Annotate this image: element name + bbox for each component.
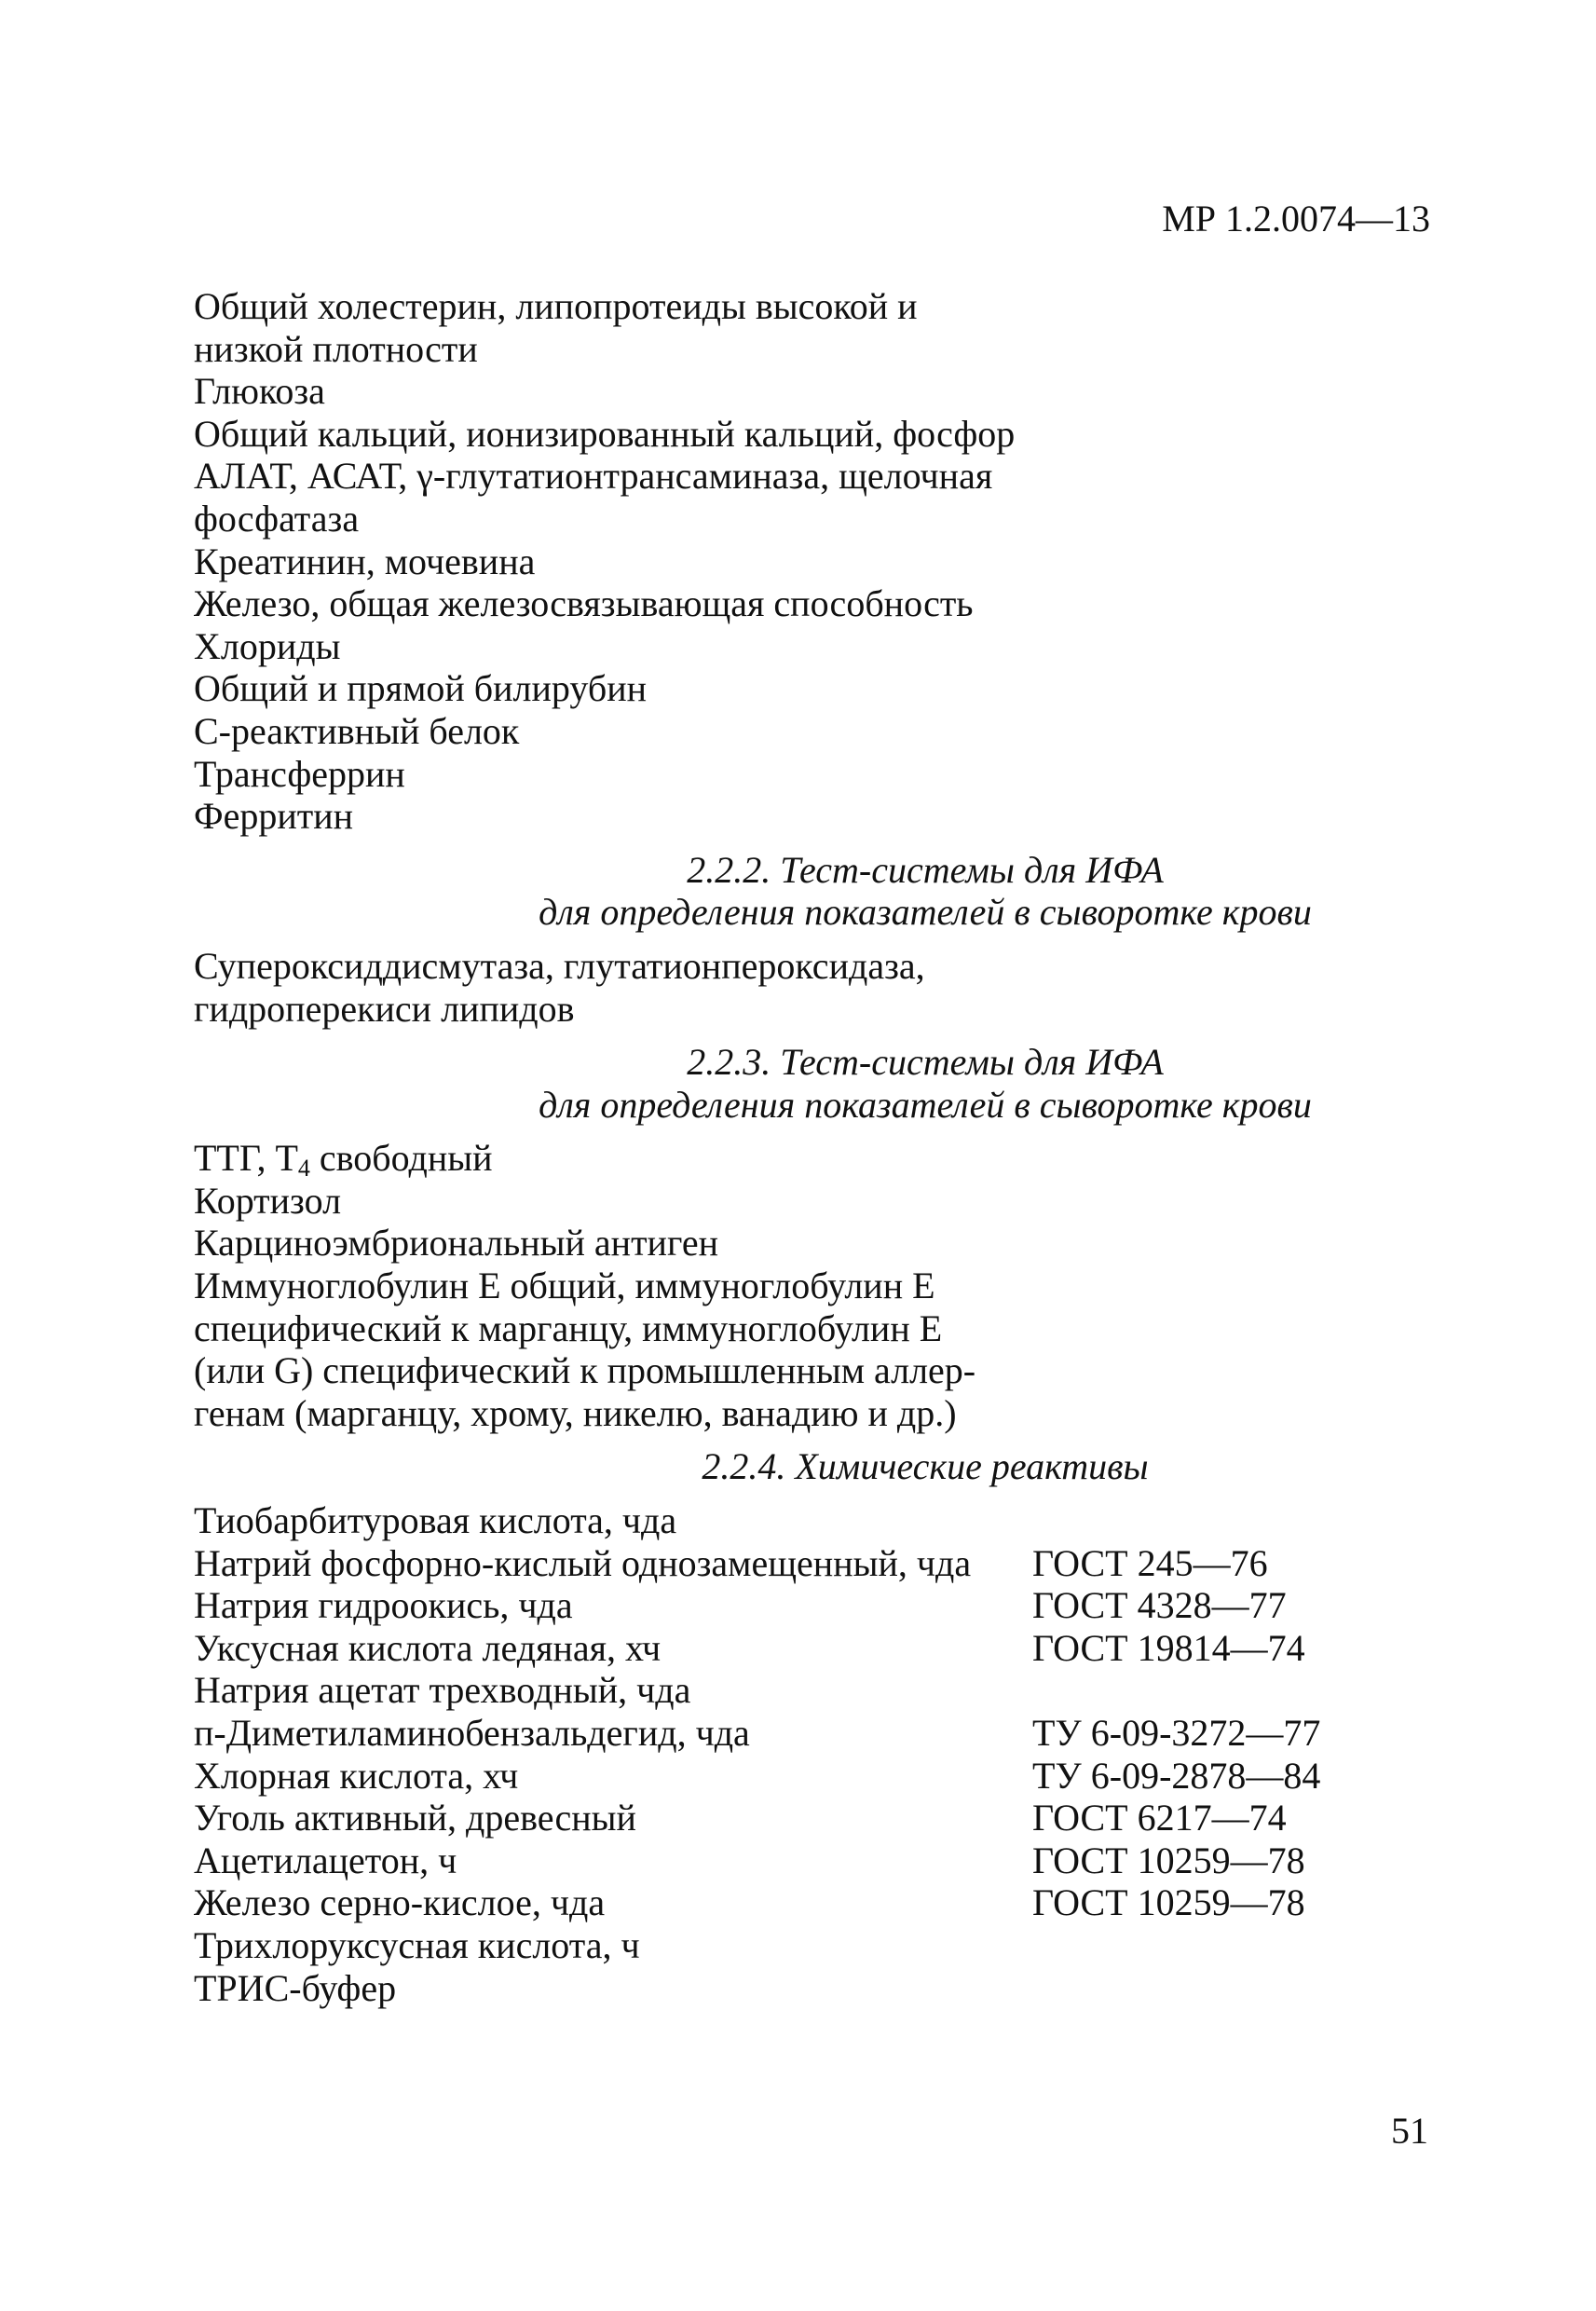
section-heading-2-2-4: 2.2.4. Химические реактивы: [702, 1445, 1149, 1488]
table-row: [194, 1712, 1442, 1755]
page-number: 51: [1391, 2110, 1428, 2152]
reagent-name: Трихлоруксусная кислота, ч: [194, 1923, 640, 1966]
section-2-2-2-list: [194, 945, 1442, 1030]
table-row: [194, 1924, 1442, 1967]
list-item: (или G) специфический к промышленным аллер-: [194, 1349, 976, 1392]
list-item: генам (марганцу, хрому, никелю, ванадию и др.): [194, 1391, 957, 1434]
section-title-line: для определения показателей в сыворотке крови: [539, 1083, 1312, 1126]
table-row: [194, 1755, 1442, 1798]
reagent-name: Тиобарбитуровая кислота, чда: [194, 1499, 677, 1542]
section-title-line: для определения показателей в сыворотке крови: [539, 891, 1312, 934]
reagent-name: Уголь активный, древесный: [194, 1797, 636, 1839]
reagent-name: Натрия ацетат трехводный, чда: [194, 1669, 691, 1712]
list-item: Иммуноглобулин Е общий, иммуноглобулин Е: [194, 1265, 935, 1307]
list-item: Ферритин: [194, 795, 354, 838]
list-item: низкой плотности: [194, 327, 478, 370]
section-title-line: 2.2.3. Тест-системы для ИФА: [687, 1041, 1164, 1084]
table-row: [194, 1627, 1442, 1670]
reagent-standard: ГОСТ 6217—74: [1032, 1797, 1287, 1839]
reagent-name: Уксусная кислота ледяная, хч: [194, 1626, 662, 1669]
table-row: [194, 1797, 1442, 1839]
list-item: [194, 1137, 1442, 1183]
reagent-name: ТРИС-буфер: [194, 1966, 397, 2009]
reagent-standard: ГОСТ 245—76: [1032, 1541, 1268, 1584]
reagents-table: [194, 1499, 1442, 2009]
reagent-name: Натрий фосфорно-кислый однозамещенный, чда: [194, 1541, 972, 1584]
section-title-line: 2.2.2. Тест-системы для ИФА: [687, 848, 1164, 891]
reagent-standard: ГОСТ 10259—78: [1032, 1839, 1305, 1881]
list-item: Трансферрин: [194, 752, 405, 795]
table-row: [194, 1881, 1442, 1924]
page-content: [194, 285, 1442, 2009]
reagent-name: Хлорная кислота, хч: [194, 1754, 519, 1797]
list-item: Креатинин, мочевина: [194, 540, 536, 582]
subscript-index: 4: [297, 1155, 310, 1183]
list-item: Общий холестерин, липопротеиды высокой и: [194, 285, 918, 327]
list-item: Хлориды: [194, 624, 341, 667]
table-row: [194, 1669, 1442, 1712]
reagent-standard: ГОСТ 4328—77: [1032, 1584, 1287, 1627]
table-row: [194, 1542, 1442, 1585]
section-heading-2-2-3: [194, 1041, 1442, 1126]
reagent-standard: ГОСТ 19814—74: [1032, 1626, 1305, 1669]
document-code: МР 1.2.0074—13: [1162, 198, 1430, 239]
list-item: Общий и прямой билирубин: [194, 667, 648, 710]
table-row: [194, 1584, 1442, 1627]
text-part: ТТГ, Т: [194, 1137, 298, 1180]
list-item: гидроперекиси липидов: [194, 987, 575, 1030]
list-item: Глюкоза: [194, 370, 325, 413]
section-heading-2-2-2: [194, 849, 1442, 934]
list-item: Карциноэмбриональный антиген: [194, 1222, 718, 1265]
reagent-standard: ГОСТ 10259—78: [1032, 1881, 1305, 1924]
reagent-name: Железо серно-кислое, чда: [194, 1881, 606, 1924]
table-row: [194, 1839, 1442, 1882]
list-item: фосфатаза: [194, 497, 360, 540]
list-item: Супероксиддисмутаза, глутатионпероксидаза,: [194, 944, 925, 987]
table-row: [194, 1967, 1442, 2010]
reagent-name: п-Диметиламинобензальдегид, чда: [194, 1712, 750, 1754]
text-part: свободный: [309, 1137, 493, 1180]
list-item: Железо, общая железосвязывающая способность: [194, 582, 974, 625]
reagent-name: Ацетилацетон, ч: [194, 1839, 457, 1881]
table-row: [194, 1499, 1442, 1542]
list-item: С-реактивный белок: [194, 709, 520, 752]
list-item: специфический к марганцу, иммуноглобулин Е: [194, 1306, 943, 1349]
intro-list: [194, 285, 1442, 838]
list-item: АЛАТ, АСАТ, γ-глутатионтрансаминаза, щелочная: [194, 455, 993, 498]
section-2-2-3-list: [194, 1137, 1442, 1434]
list-item: Кортизол: [194, 1179, 342, 1222]
reagent-standard: ТУ 6-09-3272—77: [1032, 1712, 1321, 1754]
reagent-name: Натрия гидроокись, чда: [194, 1584, 573, 1627]
list-item: Общий кальций, ионизированный кальций, фосфор: [194, 412, 1016, 455]
reagent-standard: ТУ 6-09-2878—84: [1032, 1754, 1321, 1797]
